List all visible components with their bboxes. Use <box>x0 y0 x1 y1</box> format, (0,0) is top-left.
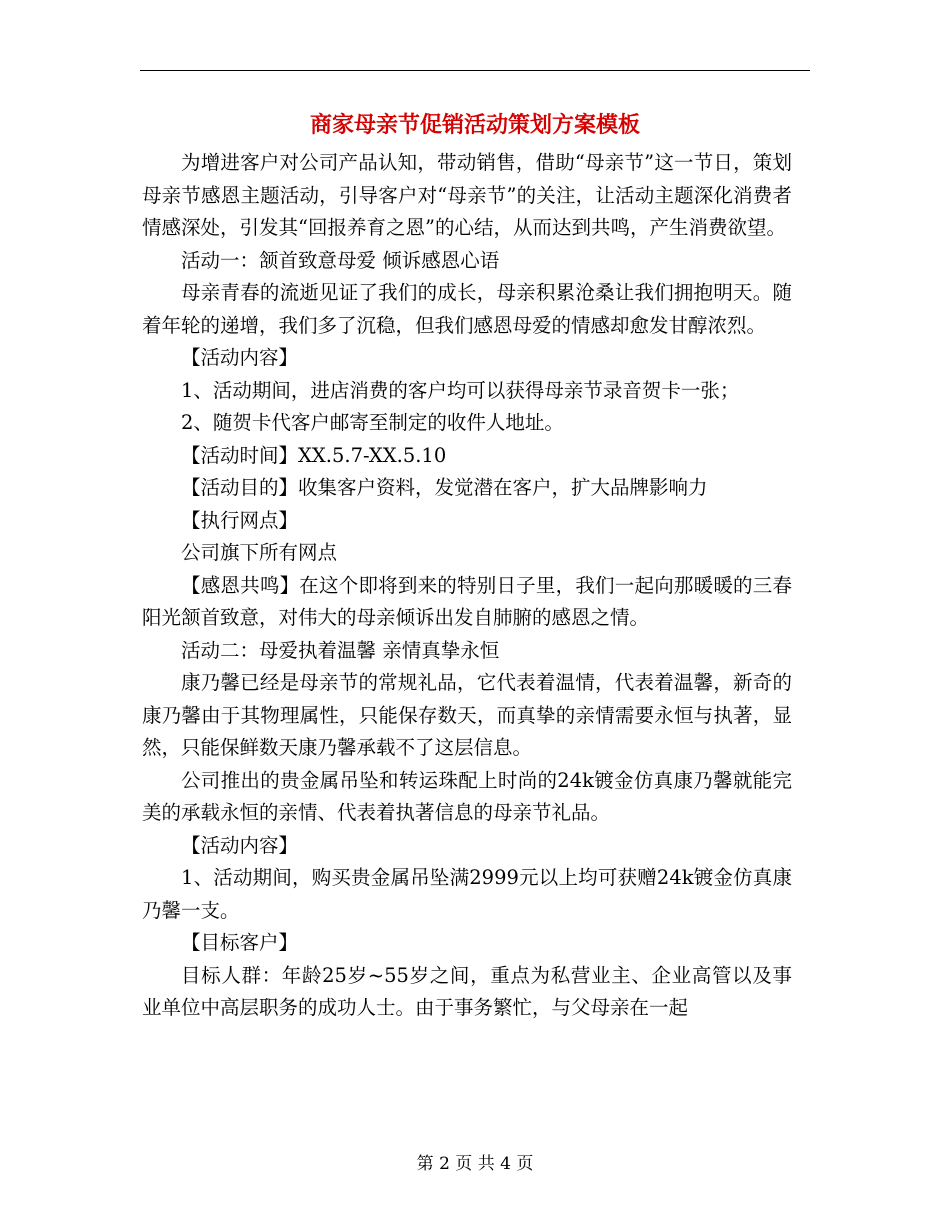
section-activity-time: 【活动时间】XX.5.7-XX.5.10 <box>181 443 447 467</box>
paragraph-outlets: 公司旗下所有网点 <box>181 541 338 564</box>
paragraph-products: 公司推出的贵金属吊坠和转运珠配上时尚的24k镀金仿真康乃馨就能完美的承载永恒的亲情、代表着执著信息的母亲节礼品。 <box>142 768 792 824</box>
section-gratitude: 【感恩共鸣】在这个即将到来的特别日子里，我们一起向那暖暖的三春阳光颔首致意，对伟大的母亲倾诉出发自肺腑的感恩之情。 <box>142 573 792 629</box>
list-item: 1、活动期间，进店消费的客户均可以获得母亲节录音贺卡一张； <box>181 378 740 402</box>
header-rule <box>140 70 810 71</box>
document-title: 商家母亲节促销活动策划方案模板 <box>309 113 640 138</box>
section-label-target: 【目标客户】 <box>181 931 299 954</box>
section-activity-goal: 【活动目的】收集客户资料，发觉潜在客户，扩大品牌影响力 <box>181 476 708 499</box>
document-body <box>142 147 792 1025</box>
section-label-outlets: 【执行网点】 <box>181 508 299 532</box>
list-item: 2、随贺卡代客户邮寄至制定的收件人地址。 <box>181 411 564 434</box>
paragraph-carnation: 康乃馨已经是母亲节的常规礼品，它代表着温情，代表着温馨，新奇的康乃馨由于其物理属性，只能保存数天，而真挚的亲情需要永恒与执著，显然，只能保鲜数天康乃馨承载不了这层信息。 <box>142 671 792 759</box>
section-label-content-two: 【活动内容】 <box>181 833 299 857</box>
paragraph-target: 目标人群：年龄25岁~55岁之间，重点为私营业主、企业高管以及事业单位中高层职务的成功人士。由于事务繁忙，与父母亲在一起 <box>142 963 792 1019</box>
list-item: 1、活动期间，购买贵金属吊坠满2999元以上均可获赠24k镀金仿真康乃馨一支。 <box>142 866 792 922</box>
heading-activity-two: 活动二：母爱执着温馨 亲情真挚永恒 <box>181 638 500 662</box>
paragraph-activity-one-desc: 母亲青春的流逝见证了我们的成长，母亲积累沧桑让我们拥抱明天。随着年轮的递增，我们多了沉稳，但我们感恩母爱的情感却愈发甘醇浓烈。 <box>142 281 792 337</box>
heading-activity-one: 活动一：颔首致意母爱 倾诉感恩心语 <box>181 248 500 272</box>
section-label-content: 【活动内容】 <box>181 346 299 369</box>
page-number: 第 2 页 共 4 页 <box>416 1154 534 1174</box>
paragraph-intro: 为增进客户对公司产品认知，带动销售，借助“母亲节”这一节日，策划母亲节感恩主题活动，引导客户对“母亲节”的关注，让活动主题深化消费者情感深处，引发其“回报养育之恩”的心结，从而达到共鸣，产生消费欲望。 <box>142 151 792 239</box>
